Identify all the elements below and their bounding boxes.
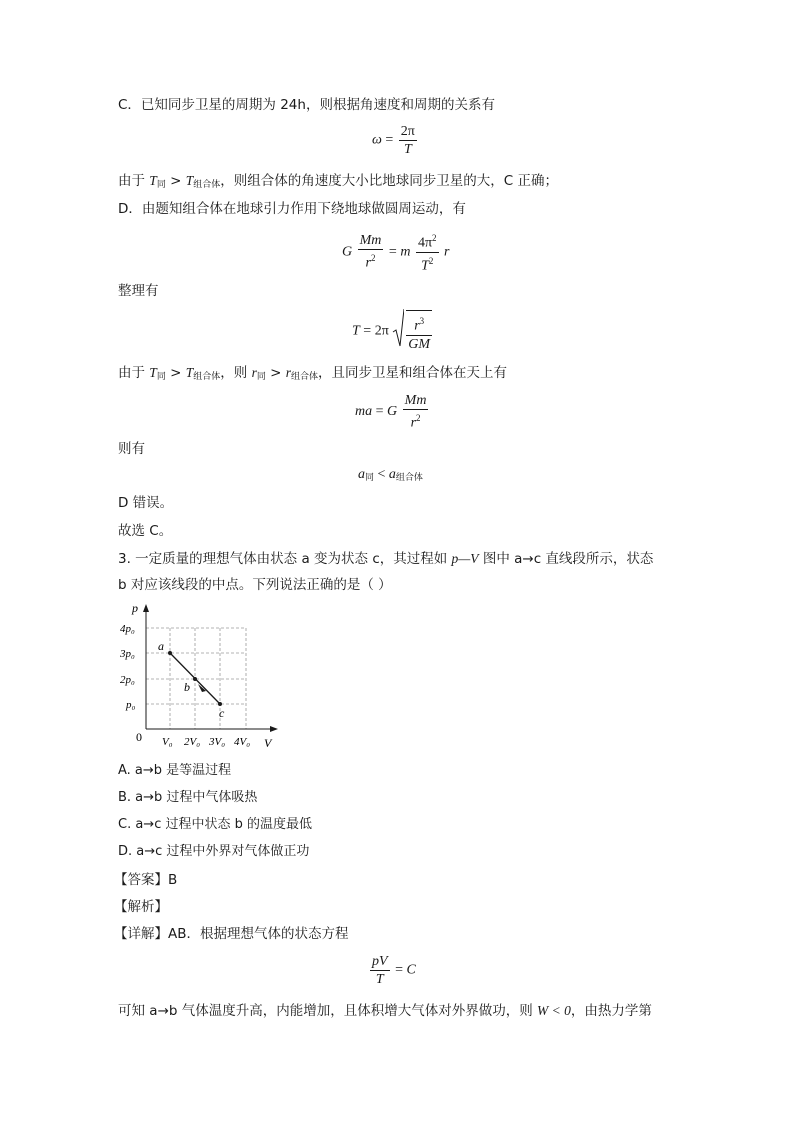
- origin-label: 0: [136, 730, 142, 744]
- y-tick-p0: p₀: [126, 699, 136, 711]
- paragraph-rearrange: 整理有: [118, 283, 159, 299]
- state-c-label: c: [219, 706, 225, 720]
- y-tick-2p0: 2p₀: [120, 674, 135, 686]
- x-axis-label: V: [264, 736, 272, 750]
- paragraph-then: 则有: [118, 441, 145, 457]
- equation-gravitation: G $\frac{Mm}{r^2}$ = m $\frac{4\pi^2}{T^2}$ r: [342, 230, 449, 274]
- answer-line: 【答案】B: [114, 872, 178, 888]
- radical-sign: [392, 308, 404, 348]
- question-3-line-2: b 对应该线段的中点。下列说法正确的是（ ）: [118, 577, 392, 593]
- y-axis-label: p: [132, 601, 138, 615]
- state-a-point: [168, 651, 172, 655]
- paragraph-d-intro: D．由题知组合体在地球引力作用下绕地球做圆周运动，有: [118, 201, 466, 217]
- state-b-label: b: [184, 680, 190, 694]
- y-axis-arrow: [143, 604, 149, 612]
- equation-period: T = 2π $\frac{r^3}{GM}$: [352, 310, 434, 353]
- paragraph-d-compare: 由于 T同 > T组合体，则 r同 > r组合体，且同步卫星和组合体在天上有: [118, 365, 508, 382]
- x-tick-3v0: 3V₀: [209, 736, 226, 748]
- paragraph-choose: 故选 C。: [118, 523, 173, 539]
- equation-omega: ω = $\frac{2\pi}{T}$: [372, 124, 415, 157]
- option-d: D. a→c 过程中外界对气体做正功: [118, 844, 310, 859]
- x-tick-2v0: 2V₀: [184, 736, 201, 748]
- paragraph-c-intro: C．已知同步卫星的周期为 24h，则根据角速度和周期的关系有: [118, 97, 495, 113]
- x-tick-4v0: 4V₀: [234, 736, 251, 748]
- paragraph-last: 可知 a→b 气体温度升高，内能增加，且体积增大气体对外界做功，则 W < 0，由热力学第: [118, 1003, 652, 1019]
- equation-ma: ma = G $\frac{Mm}{r^2}$: [355, 393, 427, 431]
- equation-ideal-gas: $\frac{pV}{T}$ = C: [372, 954, 416, 987]
- y-tick-4p0: 4p₀: [120, 623, 135, 635]
- y-tick-3p0: 3p₀: [120, 648, 135, 660]
- analysis-heading: 【解析】: [114, 899, 168, 915]
- state-a-label: a: [158, 639, 164, 653]
- option-c: C. a→c 过程中状态 b 的温度最低: [118, 817, 312, 832]
- sqrt-symbol: $\frac{r^3}{GM}$: [392, 310, 434, 353]
- pv-diagram: [118, 600, 283, 752]
- option-a: A. a→b 是等温过程: [118, 763, 232, 778]
- x-tick-v0: V₀: [162, 736, 173, 748]
- x-axis-arrow: [270, 726, 278, 732]
- option-b: B. a→b 过程中气体吸热: [118, 790, 258, 805]
- equation-accel-compare: a同 < a组合体: [358, 467, 423, 482]
- detail-line: 【详解】AB．根据理想气体的状态方程: [114, 926, 349, 942]
- state-b-point: [193, 677, 197, 681]
- question-3-line-1: 3. 一定质量的理想气体由状态 a 变为状态 c，其过程如 p—V 图中 a→c 直线段所示，状态: [118, 551, 654, 567]
- paragraph-c-compare: 由于 T同 > T组合体，则组合体的角速度大小比地球同步卫星的大，C 正确；: [118, 173, 558, 190]
- paragraph-d-wrong: D 错误。: [118, 495, 174, 511]
